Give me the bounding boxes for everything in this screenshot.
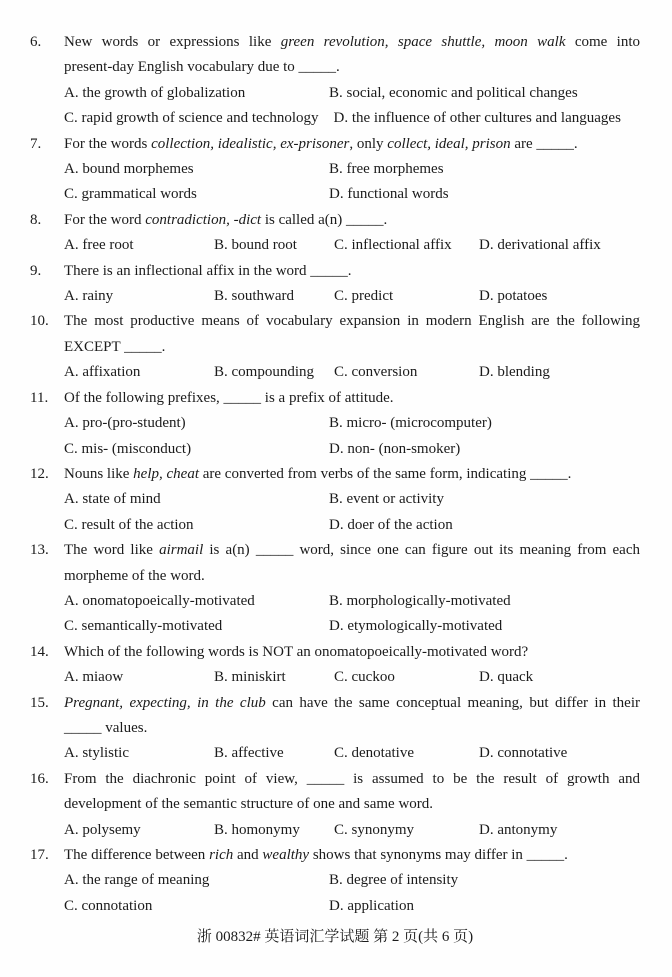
option: C. denotative — [334, 745, 414, 762]
option: A. rainy — [64, 288, 114, 305]
question — [30, 208, 640, 259]
option: A. the growth of globalization — [64, 84, 246, 101]
question-stem-line — [64, 767, 640, 792]
question — [30, 30, 640, 132]
stem-text: are _____. — [510, 135, 578, 152]
option-row — [64, 437, 640, 462]
option: C. mis- (misconduct) — [64, 440, 192, 457]
option: A. stylistic — [64, 745, 130, 762]
question-number: 12. — [30, 465, 49, 482]
question-number: 17. — [30, 847, 49, 863]
stem-text: The word like — [64, 542, 160, 559]
question — [30, 640, 640, 691]
question-stem-line — [64, 335, 640, 360]
option: A. affixation — [64, 364, 141, 381]
question — [30, 462, 640, 538]
question — [30, 259, 640, 310]
page-footer: 浙 00832# 英语词汇学试题 第 2 页(共 6 页) — [196, 929, 474, 946]
question-body — [64, 208, 640, 259]
option: C. rapid growth of science and technology — [64, 110, 319, 127]
question-stem-line — [64, 564, 640, 589]
question-number: 9. — [30, 262, 42, 279]
option: D. blending — [479, 364, 550, 381]
option-row — [64, 818, 640, 843]
stem-text: There is an inflectional affix in the word _____. — [64, 262, 352, 279]
stem-italic-text: collect, ideal, prison — [387, 135, 511, 152]
question-stem-line — [64, 843, 640, 868]
option: A. state of mind — [64, 491, 161, 508]
question-stem-line — [64, 640, 640, 665]
question-stem-line — [64, 132, 640, 157]
stem-text: New words or expressions like — [64, 34, 281, 50]
question-number: 11. — [30, 389, 49, 406]
option-row — [64, 614, 640, 639]
option: A. pro-(pro-student) — [64, 415, 186, 432]
option: D. application — [329, 897, 414, 914]
stem-text: _____ values. — [64, 719, 148, 736]
option: B. micro- (microcomputer) — [329, 415, 492, 432]
stem-text: The difference between — [64, 847, 210, 863]
option: B. degree of intensity — [329, 872, 459, 889]
option-row — [64, 284, 640, 309]
option: A. the range of meaning — [64, 872, 210, 889]
option: C. connotation — [64, 897, 153, 914]
option: B. southward — [214, 288, 294, 305]
question — [30, 843, 640, 919]
stem-text: EXCEPT _____. — [64, 338, 166, 355]
stem-text: From the diachronic point of view, _____ is assumed to be the result of growth and — [64, 770, 640, 787]
stem-italic-text: help, cheat — [133, 465, 199, 482]
option: D. derivational affix — [479, 237, 601, 254]
option-row — [64, 487, 640, 512]
option-row — [64, 741, 640, 766]
stem-italic-text: airmail — [159, 542, 204, 559]
option: D. etymologically-motivated — [329, 618, 503, 635]
question-body — [64, 30, 640, 132]
question-stem-line — [64, 208, 640, 233]
stem-text: development of the semantic structure of one and same word. — [64, 796, 434, 813]
question — [30, 538, 640, 640]
stem-text: Of the following prefixes, _____ is a prefix of attitude. — [64, 389, 394, 406]
option: B. morphologically-motivated — [329, 592, 511, 609]
question-number: 6. — [30, 34, 42, 50]
option: A. onomatopoeically-motivated — [64, 592, 255, 609]
question-stem-line — [64, 55, 640, 80]
question-number: 8. — [30, 211, 42, 228]
stem-text: shows that synonyms may differ in _____. — [309, 847, 568, 863]
option: D. quack — [479, 669, 534, 686]
stem-text: and — [233, 847, 263, 863]
question-stem-line — [64, 30, 640, 55]
question-body — [64, 259, 640, 310]
stem-italic-text: contradiction, -dict — [145, 211, 262, 228]
option: B. compounding — [214, 364, 314, 381]
stem-text: morpheme of the word. — [64, 567, 205, 584]
option: B. social, economic and political changes — [329, 84, 578, 101]
stem-italic-text: wealthy — [262, 847, 310, 863]
question-list — [30, 30, 640, 919]
question-body — [64, 767, 640, 843]
option: A. bound morphemes — [64, 161, 194, 178]
option: D. doer of the action — [329, 516, 453, 533]
question-stem-line — [64, 462, 640, 487]
question — [30, 132, 640, 208]
question-body — [64, 640, 640, 691]
question-stem-line — [64, 792, 640, 817]
question-stem-line — [64, 716, 640, 741]
question-body — [64, 309, 640, 385]
stem-text: Which of the following words is NOT an onomatopoeically-motivated word? — [64, 643, 529, 660]
question-body — [64, 843, 640, 919]
question-stem-line — [64, 538, 640, 563]
option: B. free morphemes — [329, 161, 444, 178]
option: B. bound root — [214, 237, 297, 254]
option: D. antonymy — [479, 821, 558, 838]
option: B. miniskirt — [214, 669, 286, 686]
option: C. synonymy — [334, 821, 415, 838]
option: B. event or activity — [329, 491, 444, 508]
option-row — [64, 182, 640, 207]
stem-text: , only — [349, 135, 388, 152]
question — [30, 309, 640, 385]
option: D. connotative — [479, 745, 568, 762]
option-row — [64, 233, 640, 258]
stem-text: For the word — [64, 211, 146, 228]
question-stem-line — [64, 259, 640, 284]
stem-text: present-day English vocabulary due to _____. — [64, 59, 340, 76]
option: B. affective — [214, 745, 284, 762]
option: C. conversion — [334, 364, 418, 381]
option: C. cuckoo — [334, 669, 395, 686]
question-body — [64, 132, 640, 208]
question-stem-line — [64, 691, 640, 716]
question-number: 10. — [30, 313, 49, 330]
question-number: 13. — [30, 542, 49, 559]
option: A. miaow — [64, 669, 124, 686]
option-row — [64, 513, 640, 538]
stem-text: are converted from verbs of the same form, indicating _____. — [198, 465, 572, 482]
option: A. polysemy — [64, 821, 141, 838]
stem-text: is a(n) _____ word, since one can figure out its meaning from each — [203, 542, 641, 559]
option: D. the influence of other cultures and languages — [333, 110, 621, 127]
option-row — [64, 360, 640, 385]
question-body — [64, 462, 640, 538]
option: A. free root — [64, 237, 134, 254]
option-row — [64, 868, 640, 893]
option: C. inflectional affix — [334, 237, 452, 254]
question-number: 16. — [30, 770, 49, 787]
question-number: 15. — [30, 694, 49, 711]
option-row — [64, 589, 640, 614]
question-body — [64, 386, 640, 462]
option: D. potatoes — [479, 288, 548, 305]
option-row — [64, 157, 640, 182]
stem-text: Nouns like — [64, 465, 134, 482]
option: C. grammatical words — [64, 186, 197, 203]
option: C. predict — [334, 288, 394, 305]
stem-italic-text: collection, idealistic, ex-prisoner — [151, 135, 350, 152]
option-row — [64, 894, 640, 919]
stem-text: The most productive means of vocabulary expansion in modern English are the following — [64, 313, 640, 330]
option: C. semantically-motivated — [64, 618, 223, 635]
question-stem-line — [64, 309, 640, 334]
question — [30, 767, 640, 843]
question-number: 14. — [30, 643, 49, 660]
stem-italic-text: rich — [209, 847, 234, 863]
question-body — [64, 691, 640, 767]
stem-text: can have the same conceptual meaning, but differ in their — [265, 694, 640, 711]
question-stem-line — [64, 386, 640, 411]
option: C. result of the action — [64, 516, 194, 533]
stem-text: For the words — [64, 135, 152, 152]
stem-italic-text: green revolution, space shuttle, moon walk — [280, 34, 566, 50]
question-number: 7. — [30, 135, 42, 152]
question — [30, 691, 640, 767]
option: D. non- (non-smoker) — [329, 440, 461, 457]
option: D. functional words — [329, 186, 449, 203]
stem-text: come into — [565, 34, 641, 50]
question-body — [64, 538, 640, 640]
stem-text: is called a(n) _____. — [261, 211, 388, 228]
stem-italic-text: Pregnant, expecting, in the club — [64, 694, 266, 711]
option-row — [64, 665, 640, 690]
option-row — [64, 81, 640, 106]
option-row — [64, 106, 640, 131]
option: B. homonymy — [214, 821, 300, 838]
question — [30, 386, 640, 462]
option-row — [64, 411, 640, 436]
